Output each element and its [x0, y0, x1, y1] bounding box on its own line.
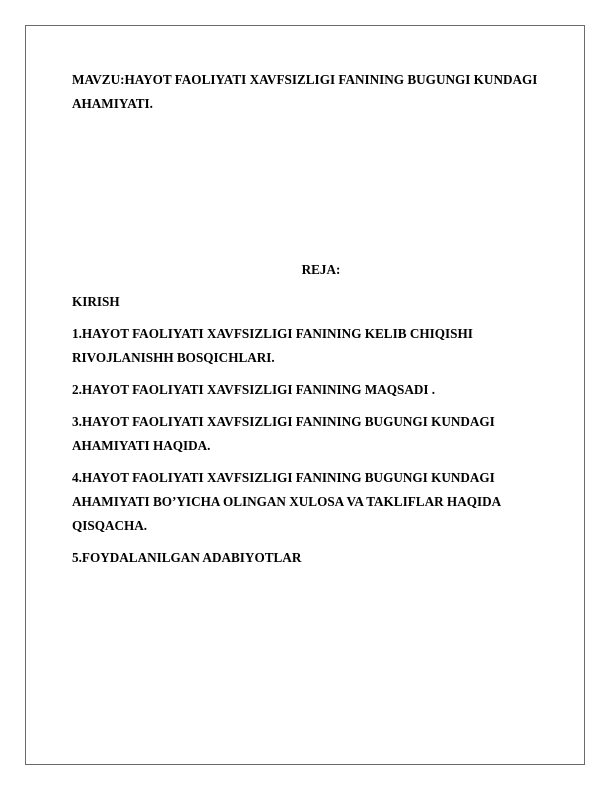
- plan-item-1: 1.HAYOT FAOLIYATI XAVFSIZLIGI FANINING KELIB CHIQISHI RIVOJLANISHH BOSQICHLARI.: [72, 326, 473, 365]
- document-body: [72, 68, 544, 578]
- plan-list: [72, 290, 544, 570]
- plan-item-4: 4.HAYOT FAOLIYATI XAVFSIZLIGI FANINING BUGUNGI KUNDAGI AHAMIYATI BO’YICHA OLINGAN XULOSA VA TAKLIFLAR HAQIDA QISQACHA.: [72, 470, 501, 533]
- plan-item-intro: KIRISH: [72, 294, 120, 309]
- plan-item-5: 5.FOYDALANILGAN ADABIYOTLAR: [72, 550, 302, 565]
- plan-item-2: 2.HAYOT FAOLIYATI XAVFSIZLIGI FANINING MAQSADI .: [72, 382, 436, 397]
- plan-item-3: 3.HAYOT FAOLIYATI XAVFSIZLIGI FANINING BUGUNGI KUNDAGI AHAMIYATI HAQIDA.: [72, 414, 495, 453]
- plan-heading: REJA:: [301, 262, 341, 277]
- document-topic: MAVZU:HAYOT FAOLIYATI XAVFSIZLIGI FANINING BUGUNGI KUNDAGI AHAMIYATI.: [72, 72, 538, 111]
